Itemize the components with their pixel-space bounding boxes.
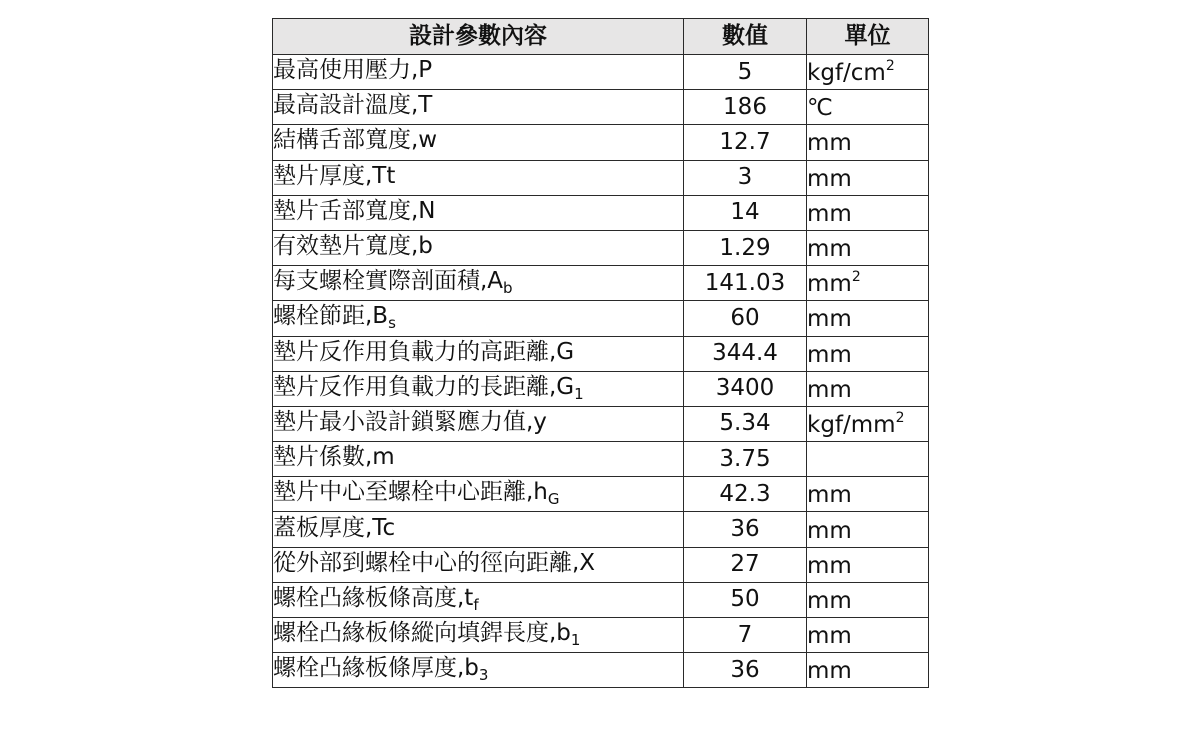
parameter-unit: ℃ [807, 95, 833, 122]
parameter-name: 最高使用壓力,P [273, 57, 433, 84]
parameter-subscript: f [473, 595, 479, 614]
parameter-name-cell [273, 90, 684, 125]
parameter-unit: mm [807, 341, 852, 368]
parameter-unit-cell [807, 336, 929, 371]
table-row [273, 90, 929, 125]
parameter-name-cell [273, 230, 684, 265]
parameter-value: 36 [684, 512, 807, 547]
unit-superscript: 2 [851, 269, 861, 286]
parameter-subscript: 3 [478, 666, 489, 685]
parameter-name: 墊片反作用負載力的高距離,G [273, 338, 575, 365]
parameter-unit: mm [807, 376, 852, 403]
parameter-value: 7 [684, 618, 807, 653]
table-row [273, 55, 929, 90]
parameter-unit-cell [807, 477, 929, 512]
table-row [273, 653, 929, 688]
parameter-name-cell [273, 653, 684, 688]
table-row [273, 160, 929, 195]
parameter-name: 蓋板厚度,Tc [273, 514, 396, 541]
parameter-unit-cell [807, 371, 929, 406]
parameter-unit: kgf/mm [807, 411, 896, 438]
parameter-subscript: s [388, 314, 396, 333]
design-parameters-table [272, 18, 929, 688]
parameter-value: 3 [684, 160, 807, 195]
parameter-value: 186 [684, 90, 807, 125]
parameter-value: 50 [684, 582, 807, 617]
parameter-name: 結構舌部寬度,w [273, 127, 438, 154]
parameter-value: 5.34 [684, 406, 807, 441]
parameter-name-cell [273, 371, 684, 406]
parameter-unit-cell [807, 55, 929, 90]
parameter-unit-cell [807, 582, 929, 617]
parameter-value: 141.03 [684, 266, 807, 301]
table-row [273, 195, 929, 230]
parameter-unit-cell [807, 160, 929, 195]
table-row [273, 442, 929, 477]
parameter-unit: mm [807, 165, 852, 192]
parameter-name: 墊片係數,m [273, 444, 395, 471]
parameter-name-cell [273, 512, 684, 547]
parameter-name-cell [273, 442, 684, 477]
table-row [273, 477, 929, 512]
parameter-name: 墊片最小設計鎖緊應力值,y [273, 408, 547, 435]
parameter-name-cell [273, 582, 684, 617]
parameter-name: 墊片中心至螺栓中心距離,h [273, 479, 548, 506]
parameter-name: 墊片舌部寬度,N [273, 197, 436, 224]
parameter-value: 5 [684, 55, 807, 90]
table-row [273, 371, 929, 406]
parameter-unit: mm [807, 130, 852, 157]
parameter-name: 每支螺栓實際剖面積,A [273, 268, 504, 295]
parameter-name-cell [273, 195, 684, 230]
parameter-value: 1.29 [684, 230, 807, 265]
parameter-name-cell [273, 336, 684, 371]
parameter-value: 42.3 [684, 477, 807, 512]
parameter-unit-cell [807, 90, 929, 125]
header-parameter: 設計參數內容 [273, 19, 684, 55]
header-row [273, 19, 929, 55]
parameter-unit: mm [807, 658, 852, 685]
table-row [273, 547, 929, 582]
parameter-unit: mm [807, 271, 852, 298]
parameter-unit-cell [807, 195, 929, 230]
parameter-value: 12.7 [684, 125, 807, 160]
parameter-name-cell [273, 618, 684, 653]
parameter-name-cell [273, 160, 684, 195]
parameter-name-cell [273, 301, 684, 336]
parameter-unit: kgf/cm [807, 60, 886, 87]
parameter-value: 3400 [684, 371, 807, 406]
parameter-unit-cell [807, 618, 929, 653]
parameter-unit-cell [807, 301, 929, 336]
parameter-unit: mm [807, 587, 852, 614]
parameter-name-cell [273, 55, 684, 90]
parameter-unit-cell [807, 125, 929, 160]
table-row [273, 266, 929, 301]
parameter-name: 螺栓節距,B [273, 303, 389, 330]
parameter-subscript: 1 [570, 631, 581, 650]
parameter-value: 344.4 [684, 336, 807, 371]
unit-superscript: 2 [885, 58, 895, 75]
parameter-unit: mm [807, 306, 852, 333]
parameter-name-cell [273, 477, 684, 512]
parameter-unit: mm [807, 552, 852, 579]
parameter-name-cell [273, 266, 684, 301]
table-row [273, 125, 929, 160]
parameter-name-cell [273, 125, 684, 160]
parameter-name: 墊片厚度,Tt [273, 162, 396, 189]
parameter-subscript: 1 [574, 384, 584, 403]
parameter-unit-cell [807, 442, 929, 477]
parameter-value: 3.75 [684, 442, 807, 477]
parameter-unit-cell [807, 547, 929, 582]
table-row [273, 230, 929, 265]
table-row [273, 512, 929, 547]
parameter-name: 墊片反作用負載力的長距離,G [273, 373, 575, 400]
parameter-subscript: G [547, 490, 560, 509]
parameter-name: 有效墊片寬度,b [273, 233, 433, 260]
parameter-unit: mm [807, 200, 852, 227]
header-value: 數值 [684, 19, 807, 55]
parameter-name: 螺栓凸緣板條高度,t [273, 584, 474, 611]
parameter-name: 從外部到螺栓中心的徑向距離,X [273, 549, 596, 576]
unit-superscript: 2 [895, 409, 905, 426]
parameter-value: 36 [684, 653, 807, 688]
parameter-value: 27 [684, 547, 807, 582]
parameter-unit-cell [807, 230, 929, 265]
parameter-value: 14 [684, 195, 807, 230]
parameter-name-cell [273, 406, 684, 441]
header-unit: 單位 [807, 19, 929, 55]
table-row [273, 336, 929, 371]
parameter-unit-cell [807, 406, 929, 441]
parameter-unit-cell [807, 653, 929, 688]
parameter-unit-cell [807, 512, 929, 547]
parameter-unit: mm [807, 623, 852, 650]
parameter-name: 螺栓凸緣板條縱向填銲長度,b [273, 620, 571, 647]
parameter-name-cell [273, 547, 684, 582]
parameter-unit: mm [807, 236, 852, 263]
parameter-subscript: b [503, 279, 513, 298]
parameter-unit-cell [807, 266, 929, 301]
table-row [273, 406, 929, 441]
parameter-unit: mm [807, 517, 852, 544]
table-row [273, 582, 929, 617]
parameter-unit: mm [807, 482, 852, 509]
parameter-name: 螺栓凸緣板條厚度,b [273, 655, 479, 682]
table-row [273, 618, 929, 653]
parameter-value: 60 [684, 301, 807, 336]
parameter-name: 最高設計溫度,T [273, 92, 433, 119]
table-row [273, 301, 929, 336]
